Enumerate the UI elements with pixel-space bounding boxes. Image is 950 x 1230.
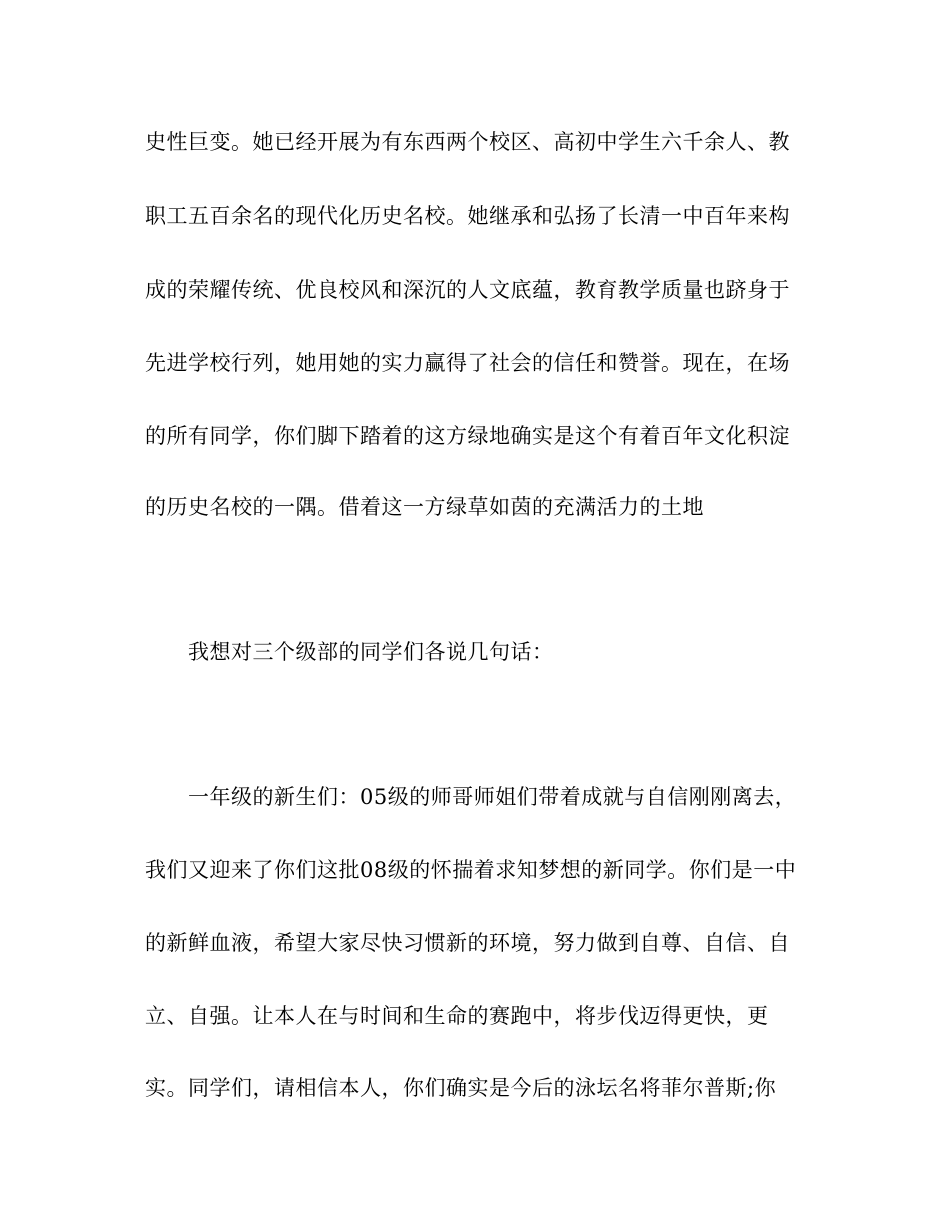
paragraph-3-line-2: 我们又迎来了你们这批08级的怀揣着求知梦想的新同学。你们是一中 [145,858,797,882]
paragraph-2-line-1: 我想对三个级部的同学们各说几句话： [188,640,554,664]
paragraph-1-line-1: 史性巨变。她已经开展为有东西两个校区、高初中学生六千余人、教 [145,130,790,154]
paragraph-3-line-3: 的新鲜血液，希望大家尽快习惯新的环境，努力做到自尊、自信、自 [145,931,790,955]
paragraph-3-line-1: 一年级的新生们：05级的师哥师姐们带着成就与自信刚刚离去， [188,785,797,809]
paragraph-1-line-2: 职工五百余名的现代化历史名校。她继承和弘扬了长清一中百年来构 [145,204,790,228]
paragraph-1-line-3: 成的荣耀传统、优良校风和深沉的人文底蕴，教育教学质量也跻身于 [145,278,790,302]
paragraph-1-line-6: 的历史名校的一隅。借着这一方绿草如茵的充满活力的土地 [145,495,704,519]
paragraph-3-line-5: 实。同学们，请相信本人，你们确实是今后的泳坛名将菲尔普斯;你 [145,1076,777,1100]
paragraph-1-line-5: 的所有同学，你们脚下踏着的这方绿地确实是这个有着百年文化积淀 [145,424,790,448]
paragraph-3-line-4: 立、自强。让本人在与时间和生命的赛跑中，将步伐迈得更快，更 [145,1004,769,1028]
paragraph-1-line-4: 先进学校行列，她用她的实力赢得了社会的信任和赞誉。现在，在场 [145,351,790,375]
